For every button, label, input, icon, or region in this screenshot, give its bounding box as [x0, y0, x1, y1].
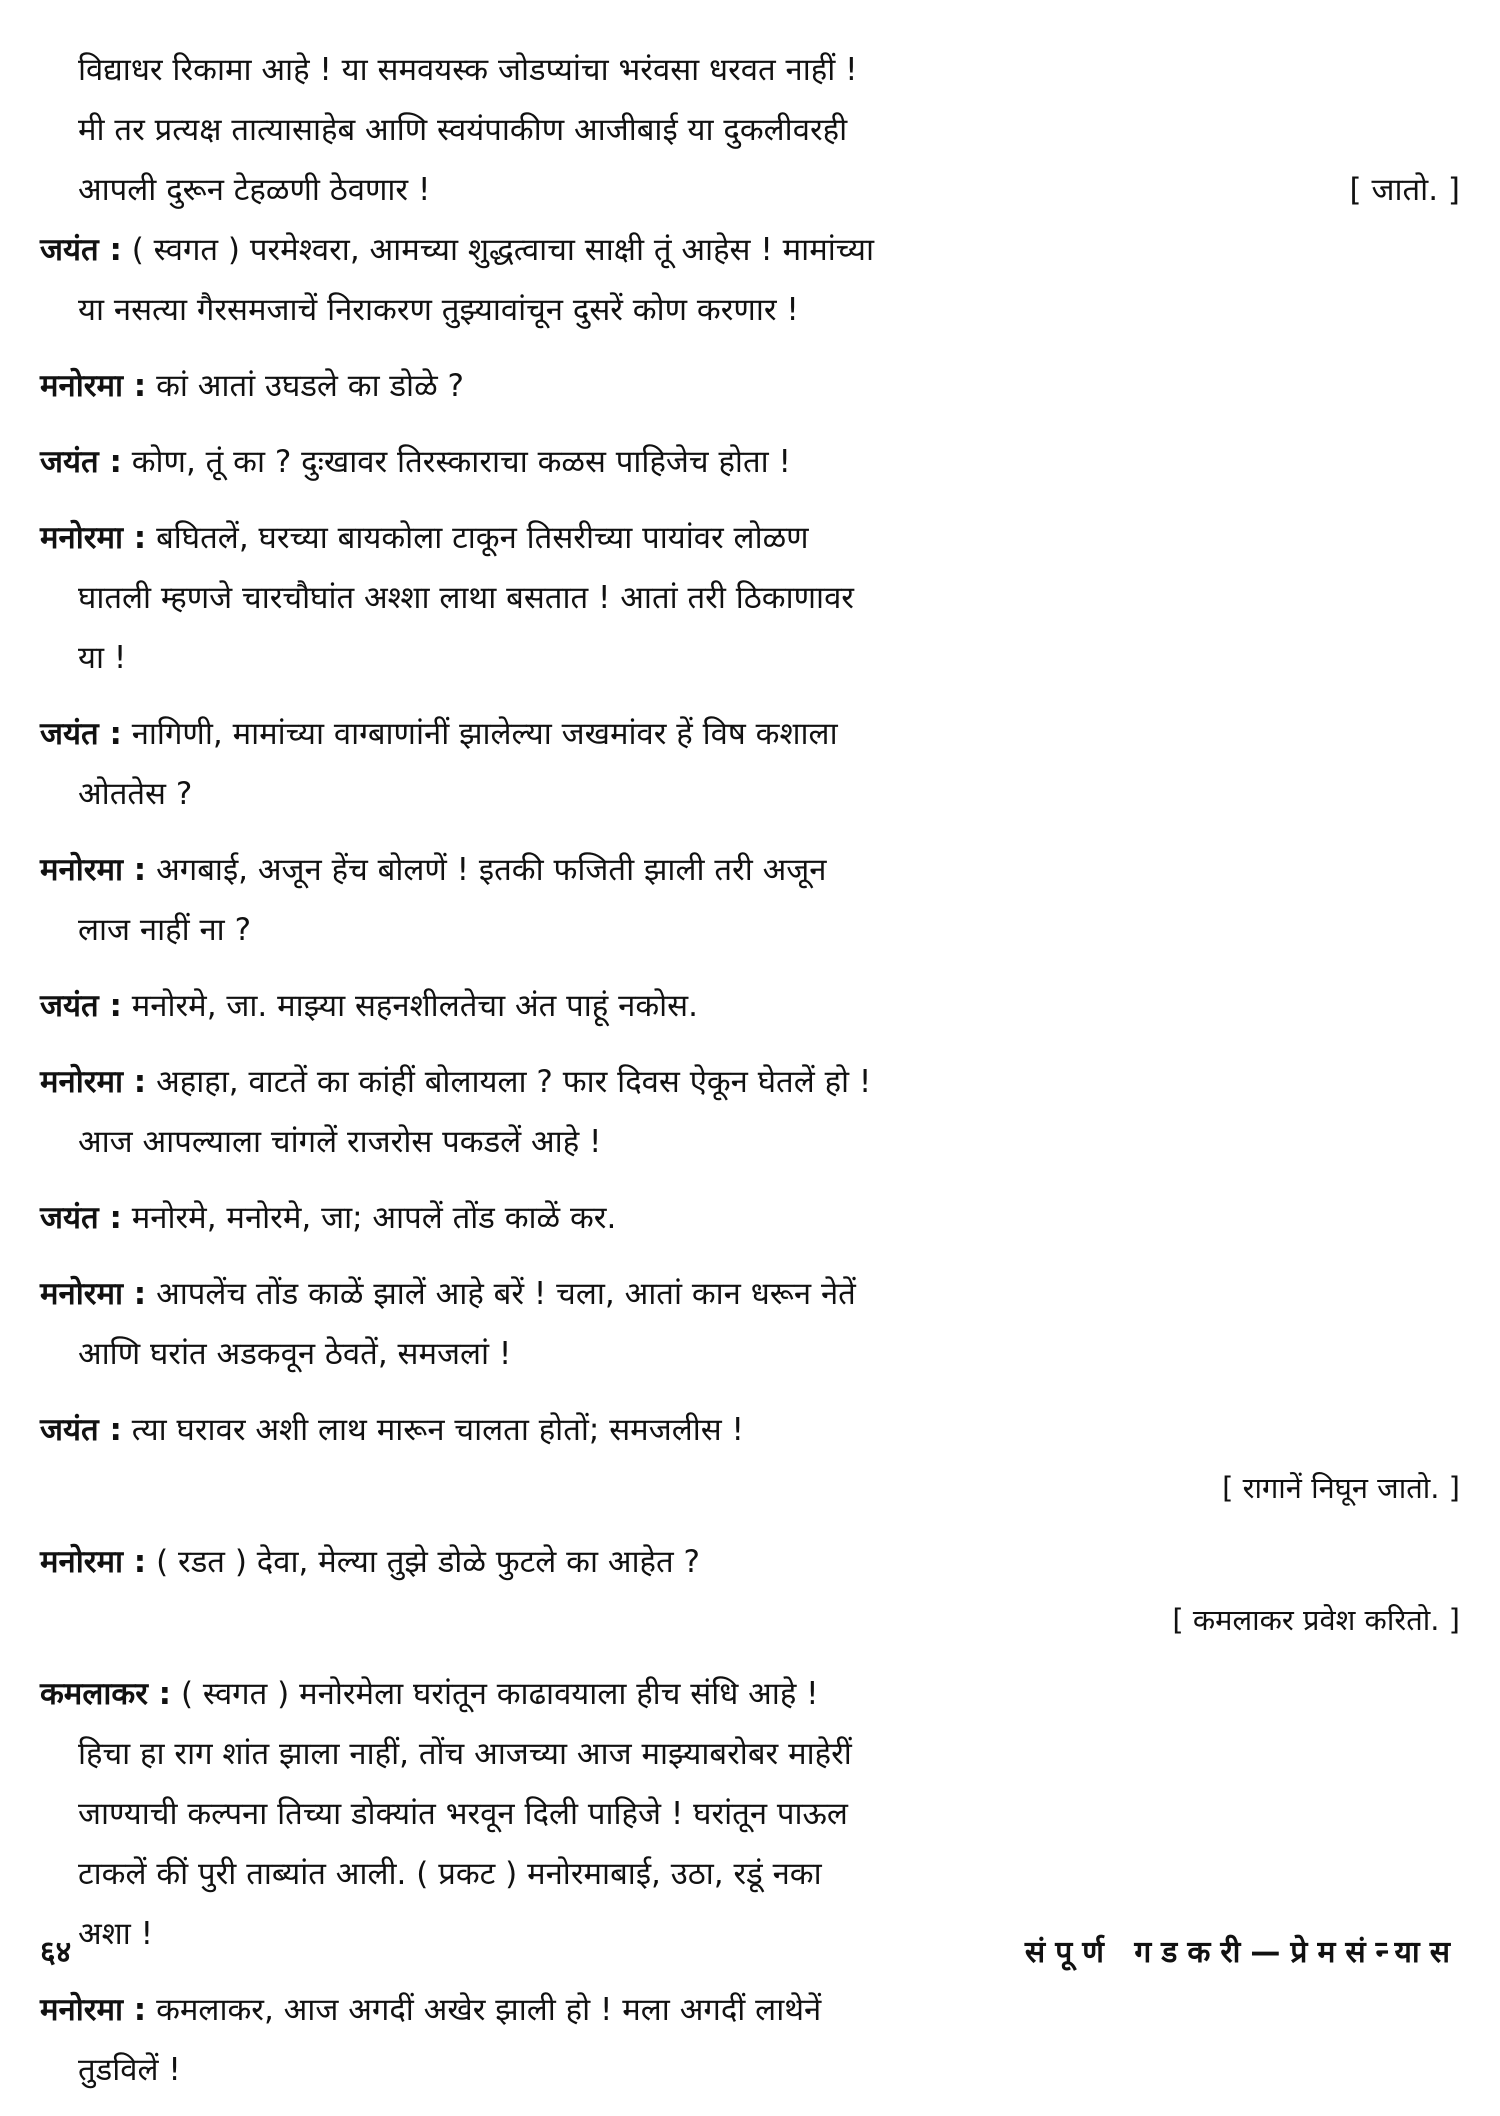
dialogue-entry [40, 840, 1460, 960]
speaker-name: जयंत : [40, 1412, 122, 1448]
dialogue-entry [40, 1664, 1460, 1964]
dialogue-first-line [40, 1188, 1460, 1248]
dialogue-text: आपलेंच तोंड काळें झालें आहे बरें ! चला, आतां कान धरून नेतें [156, 1276, 856, 1312]
speaker-name: जयंत : [40, 444, 122, 480]
dialogue-continuation: तुडविलें ! [78, 2052, 181, 2088]
dialogue-continuation: या ! [78, 640, 127, 676]
opening-passage [40, 40, 1460, 220]
dialogue-entry [40, 1400, 1460, 1516]
page-footer [40, 1930, 1460, 1971]
dialogue-first-line [40, 1980, 1460, 2040]
dialogue-text: कां आतां उघडले का डोळे ? [156, 368, 464, 404]
speaker-name: जयंत : [40, 988, 122, 1024]
dialogue-text: मनोरमे, जा. माझ्या सहनशीलतेचा अंत पाहूं नकोस. [131, 988, 698, 1024]
dialogue-continuation: या नसत्या गैरसमजाचें निराकरण तुझ्यावांचून दुसरें कोण करणार ! [78, 292, 799, 328]
dialogue-entry [40, 1264, 1460, 1384]
speaker-name: कमलाकर : [40, 1676, 172, 1712]
dialogue-first-line [40, 1400, 1460, 1460]
dialogue-list [40, 220, 1460, 2100]
speaker-name: जयंत : [40, 232, 122, 268]
dialogue-continuation: घातली म्हणजे चारचौघांत अश्शा लाथा बसतात ! आतां तरी ठिकाणावर [78, 580, 854, 616]
dialogue-entry [40, 1188, 1460, 1248]
stage-direction: [ कमलाकर प्रवेश करितो. ] [1172, 1603, 1460, 1637]
dialogue-text: नागिणी, मामांच्या वाग्बाणांनीं झालेल्या जखमांवर हें विष कशाला [131, 716, 838, 752]
text-line: विद्याधर रिकामा आहे ! या समवयस्क जोडप्यांचा भरंवसा धरवत नाहीं ! [78, 52, 858, 88]
dialogue-continuation: टाकलें कीं पुरी ताब्यांत आली. ( प्रकट ) मनोरमाबाई, उठा, रडूं नका [78, 1856, 822, 1892]
dialogue-text: त्या घरावर अशी लाथ मारून चालता होतों; समजलीस ! [131, 1412, 744, 1448]
dialogue-entry [40, 432, 1460, 492]
dialogue-first-line [40, 704, 1460, 764]
dialogue-entry [40, 508, 1460, 688]
dialogue-first-line [40, 220, 1460, 280]
speaker-name: मनोरमा : [40, 1544, 147, 1580]
book-title: संपूर्ण गडकरी—प्रेमसंन्यास [1024, 1935, 1460, 1970]
dialogue-entry [40, 976, 1460, 1036]
dialogue-text: ( स्वगत ) परमेश्वरा, आमच्या शुद्धत्वाचा साक्षी तूं आहेस ! मामांच्या [131, 232, 875, 268]
dialogue-entry [40, 356, 1460, 416]
text-line [40, 160, 1460, 220]
dialogue-first-line [40, 976, 1460, 1036]
dialogue-entry [40, 1532, 1460, 1648]
stage-direction: [ रागानें निघून जातो. ] [1222, 1471, 1460, 1505]
speaker-name: मनोरमा : [40, 1992, 147, 2028]
page-number: ६४ [40, 1935, 72, 1970]
dialogue-continuation: ओततेस ? [78, 776, 193, 812]
dialogue-first-line [40, 432, 1460, 492]
dialogue-continuation: जाण्याची कल्पना तिच्या डोक्यांत भरवून दिली पाहिजे ! घरांतून पाऊल [78, 1796, 848, 1832]
dialogue-first-line [40, 1052, 1460, 1112]
text-line: मी तर प्रत्यक्ष तात्यासाहेब आणि स्वयंपाकीण आजीबाई या दुकलीवरही [78, 112, 848, 148]
speaker-name: मनोरमा : [40, 1064, 147, 1100]
dialogue-text: अगबाई, अजून हेंच बोलणें ! इतकी फजिती झाली तरी अजून [156, 852, 827, 888]
dialogue-text: मनोरमे, मनोरमे, जा; आपलें तोंड काळें कर. [131, 1200, 617, 1236]
dialogue-continuation: लाज नाहीं ना ? [78, 912, 252, 948]
speaker-name: जयंत : [40, 1200, 122, 1236]
dialogue-first-line [40, 1664, 1460, 1724]
dialogue-first-line [40, 1532, 1460, 1592]
text-line-content: आपली दुरून टेहळणी ठेवणार ! [78, 172, 431, 208]
dialogue-first-line [40, 356, 1460, 416]
dialogue-entry [40, 220, 1460, 340]
dialogue-text: ( रडत ) देवा, मेल्या तुझे डोळे फुटले का आहेत ? [156, 1544, 700, 1580]
speaker-name: मनोरमा : [40, 852, 147, 888]
speaker-name: जयंत : [40, 716, 122, 752]
dialogue-text: कोण, तूं का ? दुःखावर तिरस्काराचा कळस पाहिजेच होता ! [131, 444, 791, 480]
dialogue-text: ( स्वगत ) मनोरमेला घरांतून काढावयाला हीच संधि आहे ! [180, 1676, 819, 1712]
dialogue-continuation: आज आपल्याला चांगलें राजरोस पकडलें आहे ! [78, 1124, 602, 1160]
dialogue-first-line [40, 508, 1460, 568]
speaker-name: मनोरमा : [40, 1276, 147, 1312]
speaker-name: मनोरमा : [40, 520, 147, 556]
dialogue-text: अहाहा, वाटतें का कांहीं बोलायला ? फार दिवस ऐकून घेतलें हो ! [156, 1064, 872, 1100]
dialogue-entry [40, 704, 1460, 824]
document-page [40, 40, 1460, 2116]
stage-direction: [ जातो. ] [1349, 172, 1460, 208]
dialogue-entry [40, 1052, 1460, 1172]
dialogue-first-line [40, 1264, 1460, 1324]
speaker-name: मनोरमा : [40, 368, 147, 404]
dialogue-continuation: अशा ! [78, 1916, 154, 1952]
dialogue-text: बघितलें, घरच्या बायकोला टाकून तिसरीच्या पायांवर लोळण [156, 520, 809, 556]
dialogue-continuation: आणि घरांत अडकवून ठेवतें, समजलां ! [78, 1336, 512, 1372]
dialogue-text: कमलाकर, आज अगदीं अखेर झाली हो ! मला अगदीं लाथेनें [156, 1992, 822, 2028]
dialogue-entry [40, 1980, 1460, 2100]
dialogue-continuation: हिचा हा राग शांत झाला नाहीं, तोंच आजच्या आज माझ्याबरोबर माहेरीं [78, 1736, 852, 1772]
dialogue-first-line [40, 840, 1460, 900]
